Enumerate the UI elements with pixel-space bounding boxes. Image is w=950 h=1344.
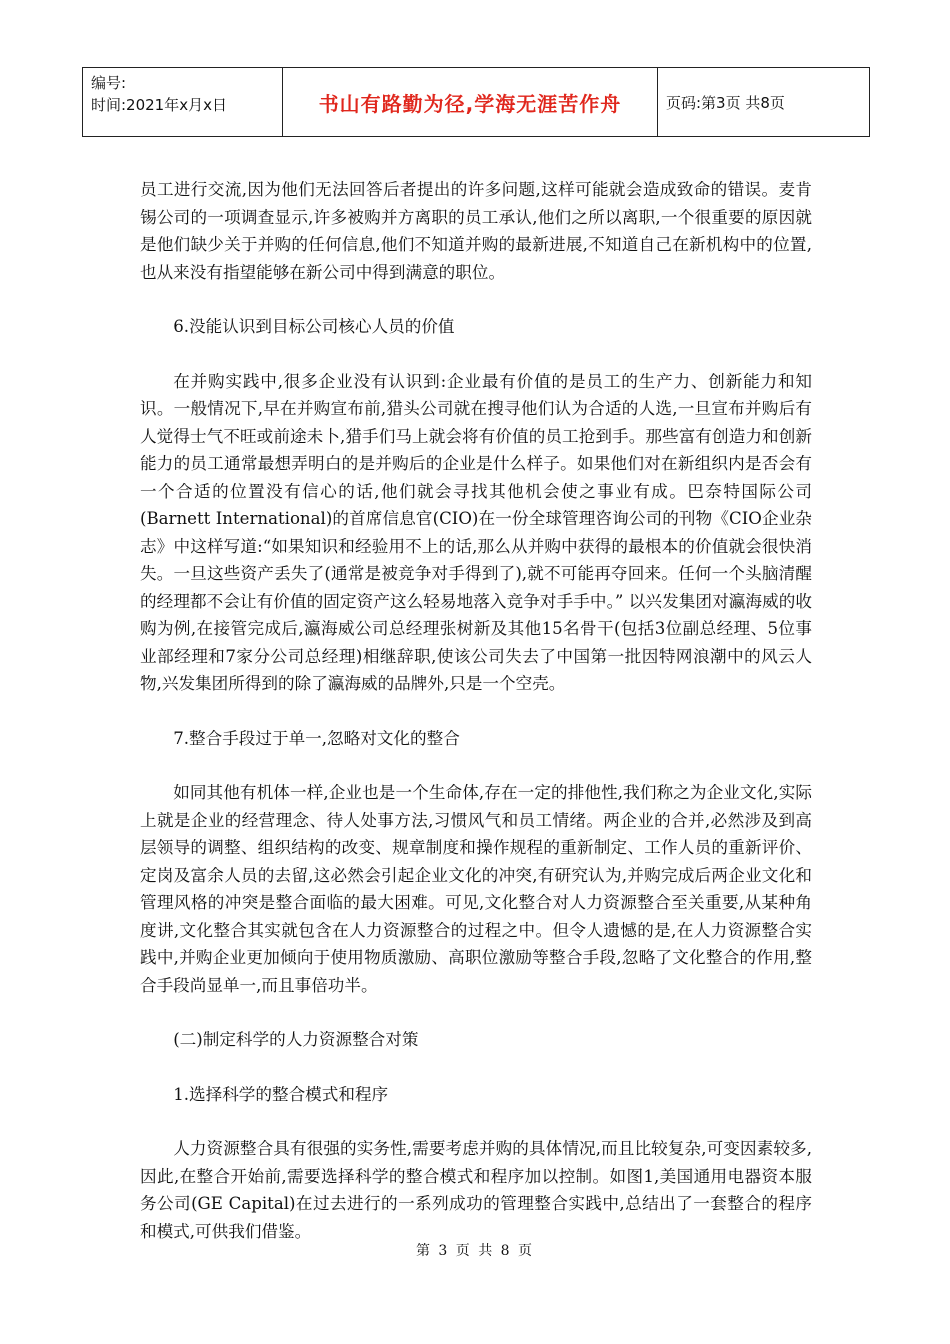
header-motto: 书山有路勤为径,学海无涯苦作舟	[283, 68, 658, 136]
number-label: 编号:	[91, 74, 127, 92]
header-table	[82, 67, 870, 137]
section-heading: 1.选择科学的整合模式和程序	[173, 1084, 389, 1104]
paragraph: 员工进行交流,因为他们无法回答后者提出的许多问题,这样可能就会造成致命的错误。麦肯锡公司的一项调查显示,许多被购并方离职的员工承认,他们之所以离职,一个很重要的原因就是他们缺少关于并购的任何信息,他们不知道并购的最新进展,不知道自己在新机构中的位置,也从来没有指望能够在新公司中得到满意的职位。	[140, 180, 812, 282]
header-meta	[83, 68, 283, 136]
section-heading: (二)制定科学的人力资源整合对策	[173, 1030, 419, 1049]
section-heading: 7.整合手段过于单一,忽略对文化的整合	[173, 728, 460, 748]
header-page-info: 页码:第3页 共8页	[666, 93, 785, 112]
paragraph: 如同其他有机体一样,企业也是一个生命体,存在一定的排他性,我们称之为企业文化,实际上就是企业的经营理念、待人处事方法,习惯风气和员工情绪。两企业的合并,必然涉及到高层领导的调整、组织结构的改变、规章制度和操作规程的重新制定、工作人员的重新评价、定岗及富余人员的去留,这必然会引起企业文化的冲突,有研究认为,并购完成后两企业文化和管理风格的冲突是整合面临的最大困难。可见,文化整合对人力资源整合至关重要,从某种角度讲,文化整合其实就包含在人力资源整合的过程之中。但令人遗憾的是,在人力资源整合实践中,并购企业更加倾向于使用物质激励、高职位激励等整合手段,忽略了文化整合的作用,整合手段尚显单一,而且事倍功半。	[140, 783, 812, 995]
paragraph: 人力资源整合具有很强的实务性,需要考虑并购的具体情况,而且比较复杂,可变因素较多,因此,在整合开始前,需要选择科学的整合模式和程序加以控制。如图1,美国通用电器资本服务公司(GE Capital)在过去进行的一系列成功的管理整合实践中,总结出了一套整合的程序和模式,可供我们借鉴。	[140, 1139, 812, 1241]
time-label: 时间:2021年x月x日	[91, 96, 227, 114]
paragraph: 在并购实践中,很多企业没有认识到:企业最有价值的是员工的生产力、创新能力和知识。一般情况下,早在并购宣布前,猎头公司就在搜寻他们认为合适的人选,一旦宣布并购后有人觉得士气不旺或前途未卜,猎手们马上就会将有价值的员工抢到手。那些富有创造力和创新能力的员工通常最想弄明白的是并购后的企业是什么样子。如果他们对在新组织内是否会有一个合适的位置没有信心的话,他们就会寻找其他机会使之事业有成。巴奈特国际公司(Barnett International)的首席信息官(CIO)在一份全球管理咨询公司的刊物《CIO企业杂志》中这样写道:“如果知识和经验用不上的话,那么从并购中获得的最根本的价值就会很快消失。一旦这些资产丢失了(通常是被竞争对手得到了),就不可能再夺回来。任何一个头脑清醒的经理都不会让有价值的固定资产这么轻易地落入竞争对手手中。” 以兴发集团对瀛海威的收购为例,在接管完成后,瀛海威公司总经理张树新及其他15名骨干(包括3位副总经理、5位事业部经理和7家分公司总经理)相继辞职,使该公司失去了中国第一批因特网浪潮中的风云人物,兴发集团所得到的除了瀛海威的品牌外,只是一个空壳。	[140, 371, 812, 693]
document-body	[140, 176, 812, 1245]
section-heading: 6.没能认识到目标公司核心人员的价值	[173, 317, 455, 336]
page-footer: 第 3 页 共 8 页	[415, 1243, 535, 1259]
